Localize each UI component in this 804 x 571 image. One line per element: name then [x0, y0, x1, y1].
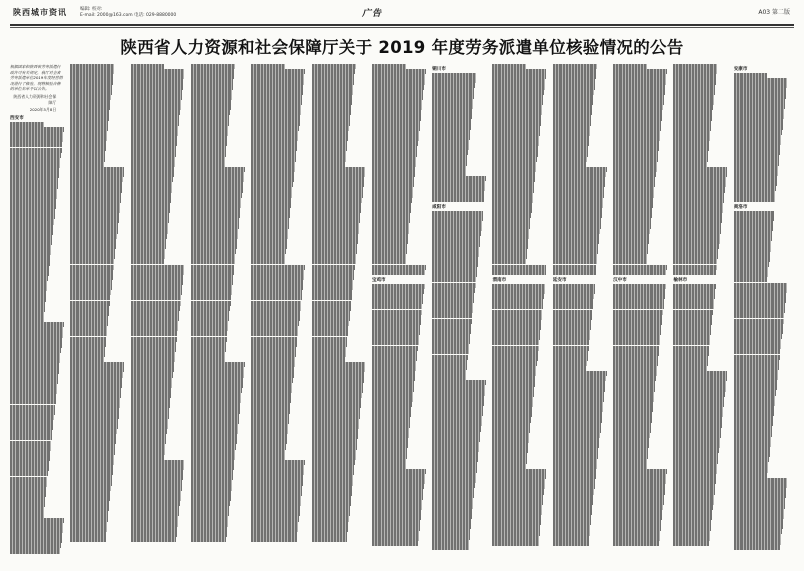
section-label: 广告: [362, 9, 383, 19]
region-heading: 西安市: [10, 115, 24, 121]
region-heading: 咸阳市: [432, 204, 446, 210]
page-number: A03 第二版: [758, 9, 790, 16]
company-entry: [131, 537, 177, 542]
region-heading: 汉中市: [613, 277, 627, 283]
notice-title: 陕西省人力资源和社会保障厅关于 2019 年度劳务派遣单位核验情况的公告: [120, 38, 684, 57]
listing-column: [372, 64, 426, 564]
masthead: [10, 6, 794, 24]
meta-line: E-mail: 2000@163.com 电话: 029-8880000: [80, 12, 177, 18]
company-entry: [432, 545, 468, 550]
listing-column: [131, 64, 185, 564]
listing-column: [673, 64, 727, 564]
listing-column: [432, 64, 486, 564]
company-entry: [673, 270, 716, 275]
listing-column: [613, 64, 667, 564]
masthead-rule-thin: [10, 27, 794, 28]
region-heading: 渭南市: [492, 277, 507, 283]
masthead-meta: [80, 7, 176, 18]
listing-column: [734, 64, 788, 564]
company-entry: [251, 537, 297, 542]
region-heading: 榆林市: [673, 277, 688, 283]
company-entry: [312, 537, 347, 542]
company-entry: [673, 541, 709, 546]
company-entry: [432, 196, 484, 201]
meta-line: 编辑: 校对:: [80, 7, 103, 12]
notice-signature: 陕西省人力资源和社会保障厅: [13, 93, 57, 105]
company-entry: [492, 541, 538, 546]
company-entry: [191, 537, 226, 542]
listing-column: [191, 64, 245, 564]
company-entry: [553, 541, 589, 546]
region-heading: 安康市: [733, 67, 748, 72]
listing-column: [312, 64, 366, 564]
company-entry: [10, 548, 60, 553]
region-heading: 铜川市: [432, 67, 446, 72]
masthead-rule: [10, 24, 794, 26]
notice-date: 2020年5月8日: [29, 107, 57, 113]
region-heading: 宝鸡市: [371, 277, 386, 283]
company-entry: [372, 270, 425, 275]
region-heading: 延安市: [552, 277, 567, 283]
listing-column: [492, 64, 546, 564]
company-entry: [492, 270, 545, 275]
company-entry: [70, 537, 105, 542]
listing-column: [70, 64, 124, 564]
region-heading: 商洛市: [733, 204, 748, 210]
newspaper-name: 陕西城市资讯: [13, 8, 67, 17]
listing-column: [10, 64, 64, 564]
notice-intro: 根据国家和陕西省劳务派遣行政许可有关规定，我厅对全省劳务派遣单位2019年度经营情况进行了核验，现将核验合格的单位名单予以公告。: [10, 64, 63, 92]
company-entry: [734, 196, 775, 201]
company-entry: [613, 270, 666, 275]
listing-column: [251, 64, 305, 564]
company-entry: [613, 541, 659, 546]
listing-column: [553, 64, 607, 564]
notice-body: [10, 64, 794, 564]
company-entry: [734, 545, 781, 550]
company-entry: [372, 541, 418, 546]
company-entry: [553, 270, 596, 275]
